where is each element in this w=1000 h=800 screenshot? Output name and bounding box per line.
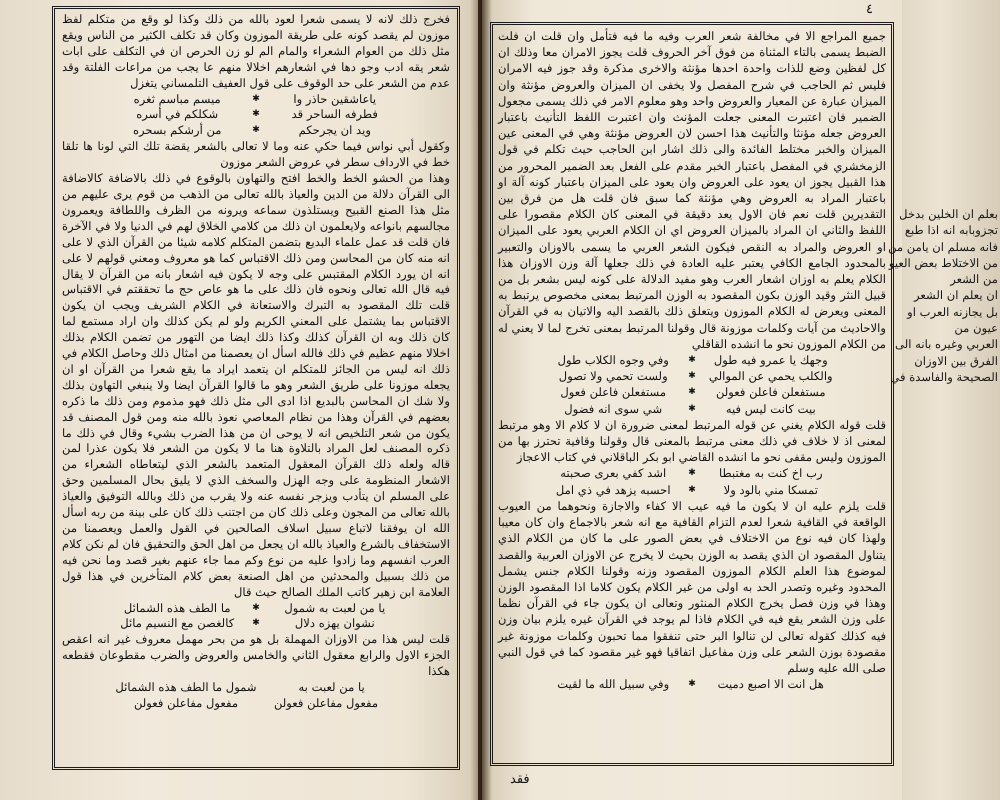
left-page-text (62, 12, 450, 764)
verse-second-hemistich: كالغصن مع النسيم مائل (120, 616, 235, 631)
verse-first-hemistich: ويد ان يجرحكم (298, 123, 371, 138)
verse-first-hemistich: تمسكا مني بالود ولا (723, 482, 818, 497)
verse-second-hemistich: ولست تحمي ولا تصول (558, 369, 668, 384)
verse-star-icon: ✱ (688, 371, 696, 382)
verse-second-hemistich: اشد كفي بعرى صحبته (560, 466, 667, 481)
verse-second-hemistich: وفي سبيل الله ما لقيت (557, 677, 670, 692)
left-paragraph-3: وهذا من الحشو الخط والخط افتح والتهاون بالوقوع في ذلك بالاضافة كالاضافة الى القرآن دلالة من الدين والعياذ بالله تعالى من الذهب من قوم يرى عليهم من مثل هذا الصنع القبيح ويستلذون سماعه ويرونه من الظرف واللطافة ويعمرون مجالسهم بانواعه ولايعلمون ان ذلك من كلامي الخلاق لهم في الدنيا ولا في الآخرة فان قلت قد عمل علماء البديع بتضمن المتكلم كلامه شيئا من القرآن الذي لا على انه منه كان من المحاسن ومن ذلك الاقتباس كما هو معروف ومعني قولهم لا على انه ان يورد الكلام المقتبس على وجه لا يكون فيه اشعار بانه من القرآن لا يقال فيه قال الله تعالى ونحوه فان ذلك على ما هو عاص حج ما تحققتم في الاقتباس قلت تلك المقصود به التبرك والاستعانة في الكلام الشريف ويجب ان يكون الاقتباس بما يشتمل على المعني الكريم ولو لم يكن كذلك وان اراد مستمع لما كان ذلك وبه ان القرآن كذلك وكذا ذلك ايضا من التهور من تضمن الكلام بذلك اخلالا منهم عظيم في ذلك فالله اسأل ان يعصمنا من امثال ذلك وحاصل الكلام في ذلك انه ليس من الجائز للمتكلم ان يتعمد ايراد ما يقع شعرا من القرآن او ان يجعله موزونا على طريق الشعر وهو ما قالوا القرآن ايضا ولا ينبغي التهاون بذلك ولا شك ان المحاسن بالبديع اذا ادى الى مثل ذلك فهو مذموم ومن ذلك ما ذكره بعضهم في القرآن وهذا من نظام المعاصي نعوذ بالله منه ومن قول المصنف قد يكون من شعر التلخيص انه لا يوحى ان من هذا الضرب بشيء وقال في ذلك ما ذكره المصنف لعل المراد بالتلاوة هنا ما لا يكون من الشعر فلا يكون عذرا لمن قاله ولعله ذلك القرآن المعقول المتعمد بالشعر الذي ليتعاطاه الشعراء من الاشعار المنظومة على وجه الهزل والسخف الذي لا يليق بحال المسلمين وحق على المسلم ان يتأدب ويزجر نفسه عنه ولا يقرب من ذلك وبالله التوفيق والعياذ بالله تعالى من المجون وعلى ذلك كان من اجتنب ذلك كان على بينة من ربه اسأل الله ان يوفقنا لاتباع سبيل اسلاف الصالحين في القول والعمل ويعصمنا من الاستخفاف بالشرع والعياذ بالله ان يجعل من اهل الحق والتحقيق فان لم نكن كلام العرب انفسهم وما زادوا عليه من نوع وكم مما جاء عنهم بغير قصد وما نحن فيه من ذلك بسبيل والمحدثين من اهل الصنعة بعض كلام المتأخرين في هذا قول العلامة ابن زهير كاتب الملك الصالح حيث قال (62, 171, 450, 599)
verse-second-hemistich: وفي وجوه الكلاب طول (557, 353, 669, 368)
verse-first-hemistich: يا من لعبت به شمول (284, 600, 386, 615)
verse-star-icon: ✱ (252, 93, 260, 104)
verse-first-hemistich: نشوان يهزه دلال (294, 616, 375, 631)
verse-first-hemistich: فطرفه الساحر قد (291, 107, 378, 122)
edge-text-line: العربي وغيره بانه الى (895, 337, 998, 352)
edge-text-line: فانه مسلم ان يامن من (888, 239, 998, 254)
verse-star-icon: ✱ (688, 484, 696, 495)
verse-first-hemistich: وجهك يا عمرو فيه طول (713, 353, 828, 368)
right-verse-7 (498, 676, 886, 692)
verse-first-hemistich: مستفعلن فاعلن فعولن (715, 385, 826, 400)
right-paragraph-1: جميع المراجع الا في مخالفة شعر العرب وفيه ما فيه فتأمل وان قلت ان فلت الضبط يسمى بالتاء المثناة من فوق آخر الحروف قلت يجوز الامران معا وذلك ان كل لفظين وضع للذات واحدة احدها مؤنثة والاخرى مذكرة وقد جوز فيه الامران فليس ثم الحاجب في شرح المفصل ولا يخفى ان الميزان والعروض مؤنثة وان الميزان عبارة عن المعيار والعروض واحد وهو معلوم الامر في ذلك يسمى مجعول الضمير فان اعتبرت المعنى جعلت المؤنث وان اعتبرت اللفظ التأنيث باعتبار العروض جعله مؤنثا والتأنيث هذا احسن لان العروض مؤنثة وهي في المعنى عين الميزان والخبر مختلط الفائدة والى ذلك اشار ابن الحاجب حيث تكلم في قول الزمخشري في المفصل باعتبار الخبر مقدم على الفعل بعد الضمير المحرور من هذا القبيل يجوز ان يعود على العروض وان يعود على الميزان باعتبار كونه آلة او باعتبار المراد به العروض وهي مؤنثة كما سبق فان قلت هل من فرق بين التقديرين قلت نعم فان الاول يعد دقيقة في المعنى كان الكلام مقصورا على اللفظ والثاني ان المراد بالميزان العروض اي ان الكلام العربي يعود على الميزان او العروض والمراد به النقص فيكون الشعر العربي ما يسمى بالاوزان والتعبير بالمحدود الجامع الكافي يعتبر عليه العادة في ذلك جعلها آلة وزن الاوزان هذا الكلام يعلم به اوزان اشعار العرب وهو مفيد الدلالة على كونه ليس بشعر بل من قبيل النثر وقيد الوزن بكون المقصود به الوزن المرتبط بمعنى مخصوص يرتبط به المعنى ويعرض له الكلام الموزون ويتعلق ذلك بالقصد اليه والاتيان به في القرآن والاحاديث من آيات وكلمات موزونة قال وقولنا المرتبط بمعنى تخرج لما لا يعني له من الكلام الموزون نحو ما انشده القاقلي (498, 29, 886, 351)
page-number: ٤ (866, 2, 873, 17)
verse-first-hemistich: مفعول مفاعلن فعولن (273, 695, 379, 710)
left-paragraph-1: فخرج ذلك لانه لا يسمى شعرا لعود بالله من ذلك وكذا لو وقع من متكلم لفظ موزون لم يقصد كونه على طريقة الموزون وكان قد تكلف الكثير من الناس ويقع مثل ذلك من العوام الشعراء والمام الم لو زن الحرص ان في التكلف على ابات شعر يقه ادب وجو دها في اشعارهم اخلالا منهم عا يجب من مراعات الفلتة وقد عدم من الشعر على حد الوقوف على قول العفيف التلمساني يتغزل (62, 12, 450, 90)
edge-text-line: من الشعر (950, 272, 998, 287)
verse-star-icon: ✱ (252, 602, 260, 613)
verse-star-icon: ✱ (252, 618, 260, 629)
verse-star-icon: ✱ (688, 355, 696, 366)
verse-second-hemistich: شكلكم في أسره (136, 107, 219, 122)
edge-text-line: تجزوبابه انه اذا طبع (904, 223, 998, 238)
right-verse-5 (498, 465, 886, 481)
verse-second-hemistich: ميسم مباسم ثغره (133, 91, 221, 106)
left-verse-1 (62, 92, 450, 108)
verse-second-hemistich: من أرشكم بسحره (132, 123, 222, 138)
left-verse-3 (62, 123, 450, 139)
left-paragraph-2: وكقول أبي نواس فيما حكي عنه وما لا تعالى بالشعر يقضة تلك التي لونا ها تلقا خط في الارداف سطر في عروض الشعر موزون (62, 139, 450, 170)
right-verse-2 (498, 368, 886, 384)
verse-second-hemistich: شمول ما الطف هذه الشمائل (115, 680, 257, 695)
verse-star-icon: ✱ (688, 387, 696, 398)
edge-text-line: الصحيحة والفاسدة في (890, 369, 998, 384)
edge-text-line: بل يجازنه العرب او (907, 304, 998, 319)
right-verse-3 (498, 384, 886, 400)
edge-text-line: عيون من (954, 321, 998, 336)
right-verse-4 (498, 401, 886, 417)
left-verse-7-scansion (62, 696, 450, 712)
edge-text-line: من الاختلاط بعض العيو (888, 255, 998, 270)
next-page-edge (888, 0, 1000, 800)
edge-text-line: الفرق بين الاوزان (914, 353, 998, 368)
verse-second-hemistich: شي سوى انه فضول (564, 401, 663, 416)
verse-first-hemistich: يا من لعبت به (298, 680, 365, 695)
edge-text-line: ان يعلم ان الشعر (914, 288, 998, 303)
verse-star-icon: ✱ (688, 468, 696, 479)
right-verse-6 (498, 482, 886, 498)
verse-second-hemistich: ما الطف هذه الشمائل (123, 600, 231, 615)
right-paragraph-2: قلت قوله الكلام يغني عن قوله المرتبط لمعنى ضرورة ان لا كلام الا وهو مرتبط لمعنى اذ لا خلاف في ذلك معنى مرتبط بالمعنى قال وقولنا وقافية تحترز بها من الموزون وليس مقفى نحو ما انشده القاضي ابو بكر الباقلاني في كتاب الاعجاز (498, 417, 886, 465)
verse-star-icon: ✱ (688, 679, 696, 690)
verse-first-hemistich: والكلب يحمي عن الموالي (708, 369, 833, 384)
verse-second-hemistich: مفعول مفاعلن فعولن (133, 695, 239, 710)
verse-first-hemistich: هل انت الا اصبع دميت (717, 677, 824, 692)
right-paragraph-3: قلت يلزم عليه ان لا يكون ما فيه عيب الا كفاء والاجازة ونحوهما من العيوب الواقعة في القافية شعرا لعدم التزام القافية مع انه شعر بالاجماع وان كان معيبا ولهذا كان فيه نوع من الاختلاف في بعض الصور على ما كان من الكلام الذي يتناول المقصود ان الذي يقصد به الوزن بحيث لا يخرج عن الاوزان العربية والقصد لموضوع هذا العلم الكلام الموزون المقصود وزنه وقولنا الكلام جنس يشمل المحدود وغيره وتصدر الحد به اولى من غير الكلام يكون كلاما اذا المقصود الوزن وهذا في وزن فصل يخرج الكلام المنثور وتعالى ان يكون جاء في القرآن نظما على وزن الشعر يقع فيه في الكلام فاذا لم يوجد في القرآن غيره يلزم بيان وزن فيه كذلك كقوله تعالى لن تنالوا البر حتى تنفقوا مما تحبون وكلمات موزونة غير مقصودة بوزن الشعر على وزن مفاعيل اتفاقيا فهو غير مقصود كما في قول النبي صلى الله عليه وسلم (498, 498, 886, 675)
left-paragraph-4: قلت ليس هذا من الاوزان المهملة بل هو من بحر مهمل معروف غير انه اعقص الجزء الاول والرابع معقول الثاني والخامس والعروض والضرب مقطوعان فقطعه هكذا (62, 632, 450, 679)
left-verse-4 (62, 601, 450, 617)
verse-second-hemistich: احسبه يزهد في ذي امل (555, 482, 671, 497)
verse-star-icon: ✱ (688, 403, 696, 414)
next-page-partial-text (888, 206, 998, 385)
verse-star-icon: ✱ (252, 125, 260, 136)
left-verse-5 (62, 616, 450, 632)
left-verse-6 (62, 680, 450, 696)
edge-text-line: بعلم ان الخلين بدخل (899, 207, 998, 221)
right-page-text (498, 28, 886, 758)
verse-first-hemistich: رب اخ كنت به مغتبطا (718, 466, 823, 481)
verse-first-hemistich: بيت كانت ليس فيه (725, 401, 816, 416)
verse-second-hemistich: مستفعلن فاعلن فعول (560, 385, 667, 400)
verse-first-hemistich: ياعاشقين حاذر وا (293, 91, 377, 106)
catchword: فقد (510, 772, 530, 787)
book-gutter (470, 0, 492, 800)
verse-star-icon: ✱ (252, 109, 260, 120)
right-verse-1 (498, 352, 886, 368)
left-verse-2 (62, 107, 450, 123)
